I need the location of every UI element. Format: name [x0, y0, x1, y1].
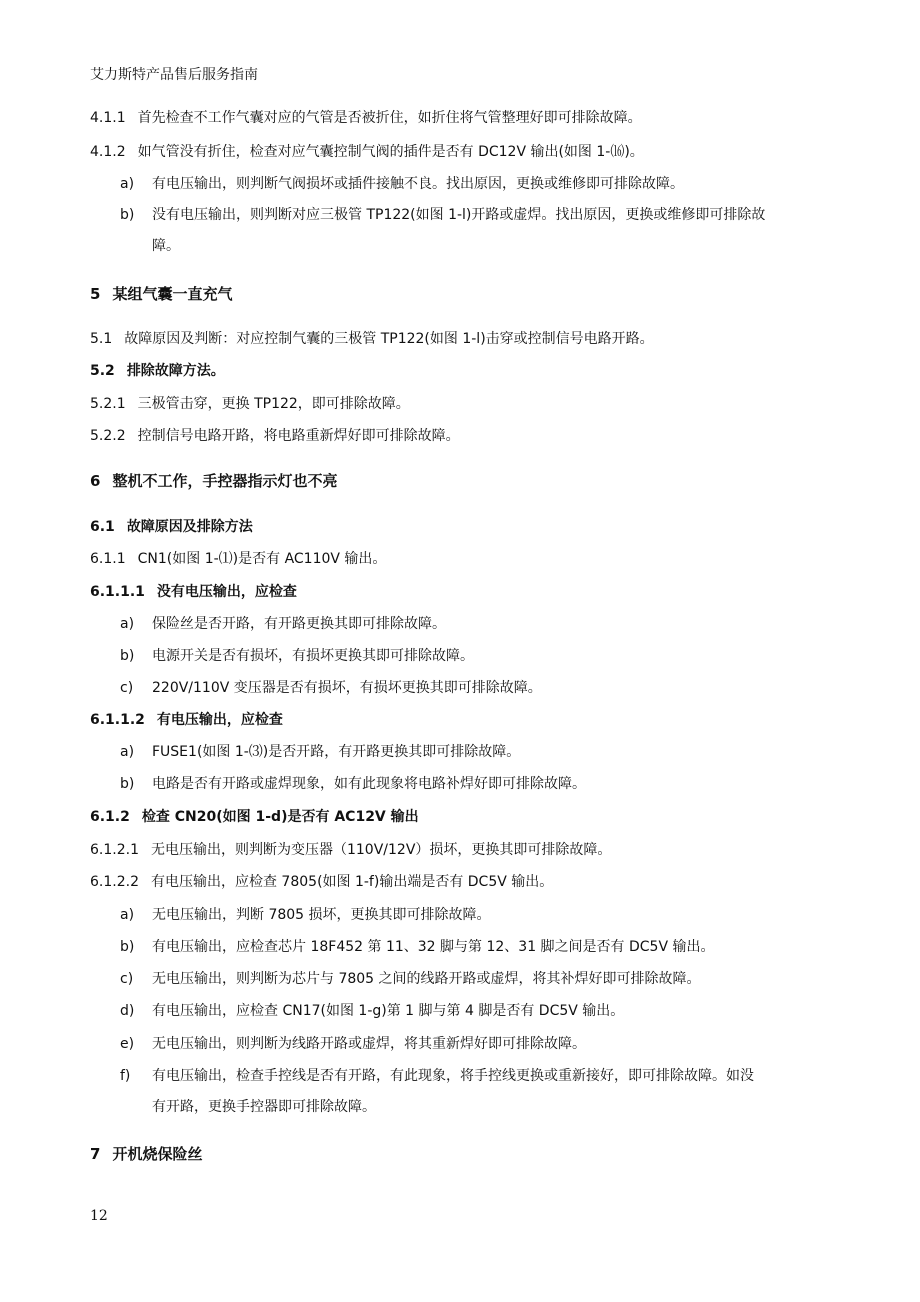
para-text: 故障原因及判断：对应控制气囊的三极管 TP122(如图 1-l)击穿或控制信号电路开路。 — [124, 331, 654, 347]
list-item — [120, 1001, 870, 1021]
list-text: 无电压输出，则判断为芯片与 7805 之间的线路开路或虚焊，将其补焊好即可排除故障。 — [152, 971, 701, 987]
list-text: 保险丝是否开路，有开路更换其即可排除故障。 — [152, 616, 446, 632]
list-text: 有电压输出，应检查芯片 18F452 第 11、32 脚与第 12、31 脚之间是否有 DC5V 输出。 — [152, 939, 715, 955]
list-item — [120, 905, 870, 925]
heading-7 — [90, 1144, 870, 1164]
section-number: 7 — [90, 1145, 101, 1163]
para-6-1-1 — [90, 549, 870, 569]
heading-6 — [90, 471, 870, 491]
para-text: 无电压输出，则判断为变压器（110V/12V）损坏，更换其即可排除故障。 — [150, 842, 612, 858]
list-item-continuation: 障。 — [152, 238, 180, 254]
list-text: 无电压输出，判断 7805 损坏，更换其即可排除故障。 — [152, 907, 491, 923]
list-label: d) — [120, 1003, 135, 1019]
list-item — [120, 1034, 870, 1054]
section-number: 6.1.1.2 — [90, 712, 145, 728]
page-number: 12 — [90, 1208, 108, 1224]
section-number: 5.2.1 — [90, 396, 126, 412]
heading-text: 某组气囊一直充气 — [112, 285, 233, 303]
list-text: 有电压输出，应检查 CN17(如图 1-g)第 1 脚与第 4 脚是否有 DC5V 输出。 — [152, 1003, 625, 1019]
list-item — [120, 1066, 870, 1086]
list-text: 有电压输出，则判断气阀损坏或插件接触不良。找出原因，更换或维修即可排除故障。 — [152, 176, 684, 192]
section-number: 6.1.2.1 — [90, 842, 139, 858]
section-number: 5.1 — [90, 331, 113, 347]
heading-text: 排除故障方法。 — [126, 363, 225, 379]
para-6-1-2-1 — [90, 840, 870, 860]
list-text: 无电压输出，则判断为线路开路或虚焊，将其重新焊好即可排除故障。 — [152, 1036, 586, 1052]
section-number: 5.2.2 — [90, 428, 126, 444]
list-item-continuation: 有开路，更换手控器即可排除故障。 — [152, 1099, 376, 1115]
list-label: a) — [120, 744, 135, 760]
list-label: c) — [120, 971, 134, 987]
list-text: 电源开关是否有损坏，有损坏更换其即可排除故障。 — [152, 648, 474, 664]
heading-5 — [90, 284, 870, 304]
list-text: FUSE1(如图 1-⑶)是否开路，有开路更换其即可排除故障。 — [152, 744, 521, 760]
list-label: e) — [120, 1036, 135, 1052]
list-label: c) — [120, 680, 134, 696]
heading-text: 检查 CN20(如图 1-d)是否有 AC12V 输出 — [141, 809, 419, 825]
list-label: b) — [120, 776, 135, 792]
list-label: a) — [120, 176, 135, 192]
list-text: 220V/110V 变压器是否有损坏，有损坏更换其即可排除故障。 — [152, 680, 542, 696]
para-4-1-2 — [90, 142, 870, 162]
para-5-1 — [90, 329, 870, 349]
list-item — [120, 774, 870, 794]
list-label: b) — [120, 939, 135, 955]
list-label: b) — [120, 648, 135, 664]
list-item — [120, 205, 870, 225]
section-number: 6.1.2 — [90, 809, 130, 825]
heading-text: 没有电压输出，应检查 — [156, 584, 297, 600]
list-label: b) — [120, 207, 135, 223]
list-item — [120, 614, 870, 634]
para-text: 有电压输出，应检查 7805(如图 1-f)输出端是否有 DC5V 输出。 — [150, 874, 554, 890]
list-item — [120, 742, 870, 762]
para-text: 首先检查不工作气囊对应的气管是否被折住，如折住将气管整理好即可排除故障。 — [137, 110, 642, 126]
section-number: 6 — [90, 472, 101, 490]
section-number: 6.1.1.1 — [90, 584, 145, 600]
list-label: f) — [120, 1068, 131, 1084]
para-6-1-2-2 — [90, 872, 870, 892]
para-text: 如气管没有折住，检查对应气囊控制气阀的插件是否有 DC12V 输出(如图 1-⒃)。 — [137, 144, 644, 160]
heading-6-1-1-2 — [90, 710, 870, 730]
list-text: 没有电压输出，则判断对应三极管 TP122(如图 1-l)开路或虚焊。找出原因，更换或维修即可排除故 — [152, 207, 766, 223]
para-text: CN1(如图 1-⑴)是否有 AC110V 输出。 — [137, 551, 387, 567]
list-item — [120, 969, 870, 989]
para-4-1-1 — [90, 108, 870, 128]
section-number: 6.1 — [90, 519, 115, 535]
list-label: a) — [120, 616, 135, 632]
list-item — [120, 646, 870, 666]
list-item — [120, 174, 870, 194]
list-item — [120, 937, 870, 957]
heading-text: 故障原因及排除方法 — [126, 519, 253, 535]
heading-text: 整机不工作，手控器指示灯也不亮 — [112, 472, 338, 490]
list-label: a) — [120, 907, 135, 923]
section-number: 4.1.2 — [90, 144, 126, 160]
section-number: 6.1.2.2 — [90, 874, 139, 890]
heading-6-1-1-1 — [90, 582, 870, 602]
section-number: 6.1.1 — [90, 551, 126, 567]
list-item — [120, 678, 870, 698]
section-number: 5.2 — [90, 363, 115, 379]
heading-text: 有电压输出，应检查 — [156, 712, 283, 728]
heading-6-1 — [90, 517, 870, 537]
para-5-2-2 — [90, 426, 870, 446]
running-header: 艾力斯特产品售后服务指南 — [90, 67, 258, 83]
heading-text: 开机烧保险丝 — [112, 1145, 203, 1163]
list-text: 有电压输出，检查手控线是否有开路，有此现象，将手控线更换或重新接好，即可排除故障。如没 — [152, 1068, 754, 1084]
section-number: 5 — [90, 285, 101, 303]
heading-5-2 — [90, 361, 870, 381]
heading-6-1-2 — [90, 807, 870, 827]
para-text: 三极管击穿，更换 TP122，即可排除故障。 — [137, 396, 410, 412]
section-number: 4.1.1 — [90, 110, 126, 126]
para-5-2-1 — [90, 394, 870, 414]
list-text: 电路是否有开路或虚焊现象，如有此现象将电路补焊好即可排除故障。 — [152, 776, 586, 792]
para-text: 控制信号电路开路，将电路重新焊好即可排除故障。 — [137, 428, 460, 444]
